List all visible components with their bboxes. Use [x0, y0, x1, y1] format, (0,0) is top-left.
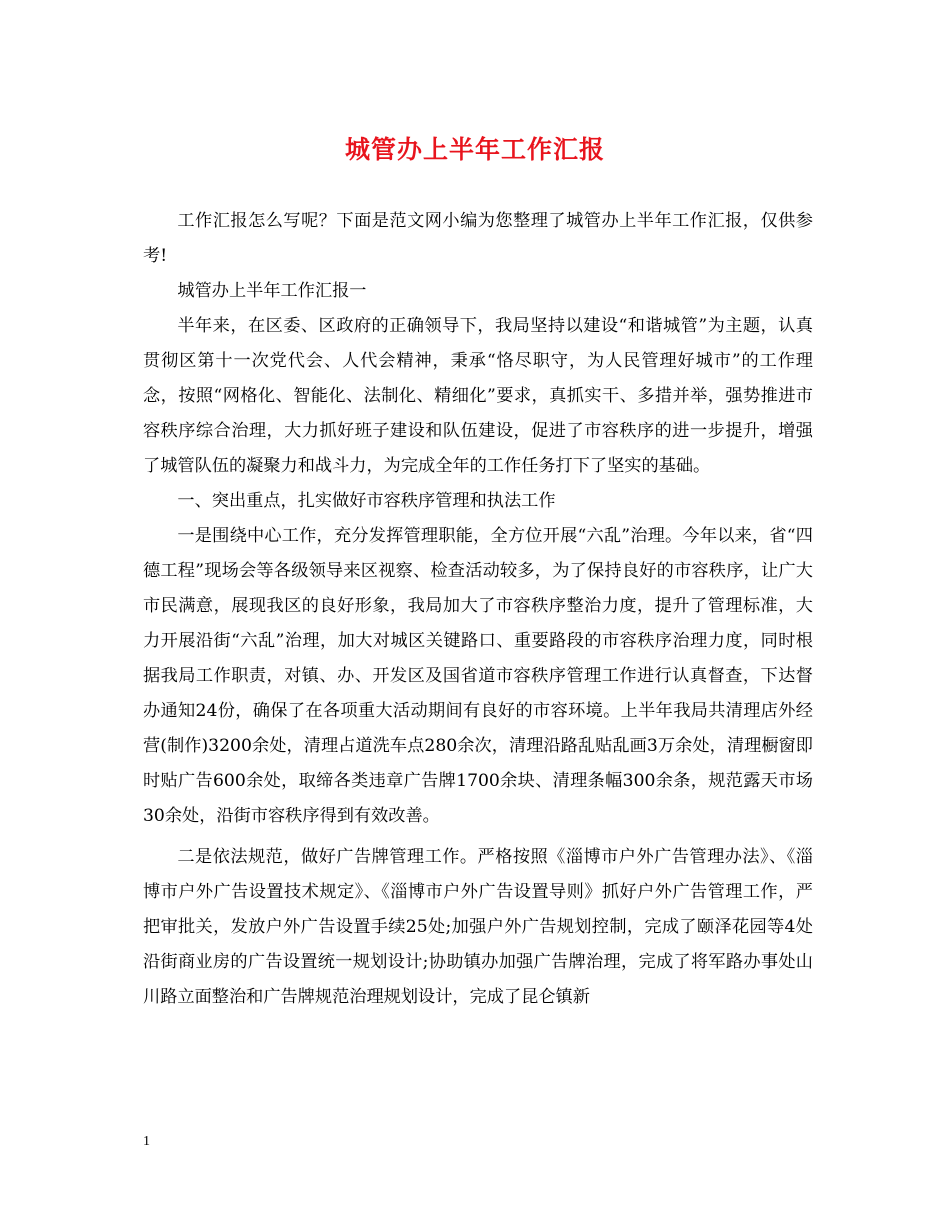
paragraph-heading-one: 一、突出重点，扎实做好市容秩序管理和执法工作 — [177, 491, 556, 511]
paragraph-section-heading: 城管办上半年工作汇报一 — [177, 281, 367, 301]
document-body — [143, 204, 813, 1015]
paragraph-summary: 半年来，在区委、区政府的正确领导下，我局坚持以建设“和谐城管”为主题，认真贯彻区第十一次党代会、人代会精神，秉承“恪尽职守，为人民管理好城市”的工作理念，按照“网格化、智能化、法制化、精细化”要求，真抓实干、多措并举，强势推进市容秩序综合治理，大力抓好班子建设和队伍建设，促进了市容秩序的进一步提升，增强了城管队伍的凝聚力和战斗力，为完成全年的工作任务打下了坚实的基础。 — [143, 316, 813, 476]
paragraph-point-one: 一是围绕中心工作，充分发挥管理职能，全方位开展“六乱”治理。今年以来，省“四德工程”现场会等各级领导来区视察、检查活动较多，为了保持良好的市容秩序，让广大市民满意，展现我区的良好形象，我局加大了市容秩序整治力度，提升了管理标准，大力开展沿街“六乱”治理，加大对城区关键路口、重要路段的市容秩序治理力度，同时根据我局工作职责，对镇、办、开发区及国省道市容秩序管理工作进行认真督查，下达督办通知24份，确保了在各项重大活动期间有良好的市容环境。上半年我局共清理店外经营(制作)3200余处，清理占道洗车点280余次，清理沿路乱贴乱画3万余处，清理橱窗即时贴广告600余处，取缔各类违章广告牌1700余块、清理条幅300余条，规范露天市场30余处，沿街市容秩序得到有效改善。 — [143, 526, 813, 826]
page-number: 1 — [143, 1134, 150, 1149]
page-title: 城管办上半年工作汇报 — [344, 135, 605, 164]
paragraph-point-two: 二是依法规范，做好广告牌管理工作。严格按照《淄博市户外广告管理办法》、《淄博市户外广告设置技术规定》、《淄博市户外广告设置导则》抓好户外广告管理工作，严把审批关，发放户外广告设置手续25处;加强户外广告规划控制，完成了颐泽花园等4处沿街商业房的广告设置统一规划设计;协助镇办加强广告牌治理，完成了将军路办事处山川路立面整治和广告牌规范治理规划设计，完成了昆仑镇新 — [143, 847, 813, 1007]
paragraph-intro: 工作汇报怎么写呢？下面是范文网小编为您整理了城管办上半年工作汇报，仅供参考! — [143, 211, 813, 266]
